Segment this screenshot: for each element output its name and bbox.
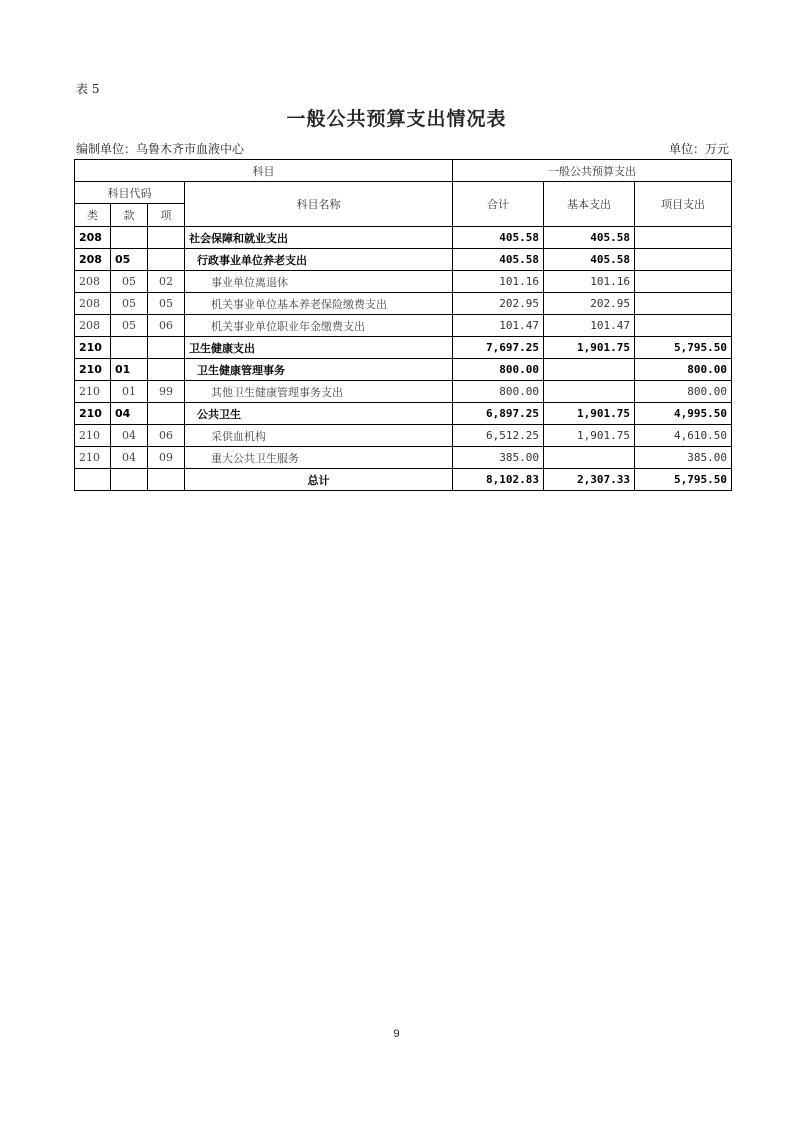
- category-header: 类: [75, 204, 111, 227]
- category-cell: 208: [75, 293, 111, 315]
- category-cell: 210: [75, 425, 111, 447]
- project-cell: [635, 315, 732, 337]
- basic-header: 基本支出: [544, 182, 635, 227]
- total-cell: 385.00: [453, 447, 544, 469]
- subject-name-cell: 卫生健康管理事务: [185, 359, 453, 381]
- empty-cell: [148, 469, 185, 491]
- subject-code-header: 科目代码: [75, 182, 185, 204]
- project-cell: [635, 271, 732, 293]
- subject-name-cell: 机关事业单位职业年金缴费支出: [185, 315, 453, 337]
- total-cell: 6,897.25: [453, 403, 544, 425]
- grand-basic-cell: 2,307.33: [544, 469, 635, 491]
- section-cell: 05: [111, 293, 148, 315]
- subject-name-cell: 其他卫生健康管理事务支出: [185, 381, 453, 403]
- total-cell: 405.58: [453, 227, 544, 249]
- project-cell: 800.00: [635, 381, 732, 403]
- table-row: [75, 293, 732, 315]
- subject-name-cell: 公共卫生: [185, 403, 453, 425]
- category-cell: 208: [75, 227, 111, 249]
- grand-total-cell: 8,102.83: [453, 469, 544, 491]
- basic-cell: [544, 359, 635, 381]
- table-row: [75, 359, 732, 381]
- basic-cell: 405.58: [544, 227, 635, 249]
- subject-name-cell: 社会保障和就业支出: [185, 227, 453, 249]
- budget-group-header: 一般公共预算支出: [453, 160, 732, 182]
- category-cell: 210: [75, 337, 111, 359]
- basic-cell: 1,901.75: [544, 403, 635, 425]
- project-cell: [635, 293, 732, 315]
- subject-name-cell: 事业单位离退休: [185, 271, 453, 293]
- total-cell: 101.47: [453, 315, 544, 337]
- empty-cell: [111, 469, 148, 491]
- table-row: [75, 337, 732, 359]
- subject-header: 科目: [75, 160, 453, 182]
- section-cell: 05: [111, 315, 148, 337]
- total-header: 合计: [453, 182, 544, 227]
- project-cell: [635, 249, 732, 271]
- grand-project-cell: 5,795.50: [635, 469, 732, 491]
- subject-name-cell: 卫生健康支出: [185, 337, 453, 359]
- total-cell: 6,512.25: [453, 425, 544, 447]
- page-number: 9: [393, 1028, 400, 1040]
- table-row: [75, 403, 732, 425]
- item-cell: [148, 337, 185, 359]
- item-cell: 02: [148, 271, 185, 293]
- item-cell: 09: [148, 447, 185, 469]
- subject-name-cell: 行政事业单位养老支出: [185, 249, 453, 271]
- section-cell: 04: [111, 425, 148, 447]
- total-cell: 7,697.25: [453, 337, 544, 359]
- section-header: 款: [111, 204, 148, 227]
- section-cell: 05: [111, 271, 148, 293]
- category-cell: 210: [75, 403, 111, 425]
- item-cell: 05: [148, 293, 185, 315]
- category-cell: 208: [75, 271, 111, 293]
- table-row: [75, 381, 732, 403]
- project-cell: 4,995.50: [635, 403, 732, 425]
- section-cell: [111, 227, 148, 249]
- unit-label: 单位：万元: [668, 142, 729, 156]
- page-title: 一般公共预算支出情况表: [286, 108, 507, 130]
- total-cell: 405.58: [453, 249, 544, 271]
- project-cell: [635, 227, 732, 249]
- basic-cell: 101.16: [544, 271, 635, 293]
- table-row: [75, 315, 732, 337]
- total-row: [75, 469, 732, 491]
- budget-table: [74, 159, 732, 491]
- project-cell: 385.00: [635, 447, 732, 469]
- item-cell: 99: [148, 381, 185, 403]
- project-header: 项目支出: [635, 182, 732, 227]
- section-cell: 04: [111, 403, 148, 425]
- total-cell: 800.00: [453, 381, 544, 403]
- subject-name-cell: 机关事业单位基本养老保险缴费支出: [185, 293, 453, 315]
- basic-cell: [544, 381, 635, 403]
- total-cell: 101.16: [453, 271, 544, 293]
- subject-name-header: 科目名称: [185, 182, 453, 227]
- subject-name-cell: 重大公共卫生服务: [185, 447, 453, 469]
- basic-cell: [544, 447, 635, 469]
- basic-cell: 1,901.75: [544, 337, 635, 359]
- project-cell: 5,795.50: [635, 337, 732, 359]
- basic-cell: 202.95: [544, 293, 635, 315]
- category-cell: 210: [75, 381, 111, 403]
- section-cell: 01: [111, 381, 148, 403]
- table-row: [75, 425, 732, 447]
- table-body: [75, 227, 732, 491]
- project-cell: 4,610.50: [635, 425, 732, 447]
- table-label: 表 5: [76, 82, 100, 96]
- table-row: [75, 227, 732, 249]
- project-cell: 800.00: [635, 359, 732, 381]
- basic-cell: 405.58: [544, 249, 635, 271]
- item-header: 项: [148, 204, 185, 227]
- basic-cell: 101.47: [544, 315, 635, 337]
- table-row: [75, 249, 732, 271]
- organization-label: 编制单位：乌鲁木齐市血液中心: [76, 142, 245, 156]
- item-cell: [148, 227, 185, 249]
- subject-name-cell: 采供血机构: [185, 425, 453, 447]
- empty-cell: [75, 469, 111, 491]
- category-cell: 210: [75, 447, 111, 469]
- item-cell: [148, 403, 185, 425]
- table-row: [75, 271, 732, 293]
- total-label: 总计: [185, 469, 453, 491]
- total-cell: 800.00: [453, 359, 544, 381]
- basic-cell: 1,901.75: [544, 425, 635, 447]
- item-cell: 06: [148, 315, 185, 337]
- category-cell: 208: [75, 249, 111, 271]
- item-cell: [148, 249, 185, 271]
- total-cell: 202.95: [453, 293, 544, 315]
- table-row: [75, 447, 732, 469]
- category-cell: 210: [75, 359, 111, 381]
- item-cell: 06: [148, 425, 185, 447]
- section-cell: 04: [111, 447, 148, 469]
- section-cell: 05: [111, 249, 148, 271]
- item-cell: [148, 359, 185, 381]
- section-cell: 01: [111, 359, 148, 381]
- category-cell: 208: [75, 315, 111, 337]
- section-cell: [111, 337, 148, 359]
